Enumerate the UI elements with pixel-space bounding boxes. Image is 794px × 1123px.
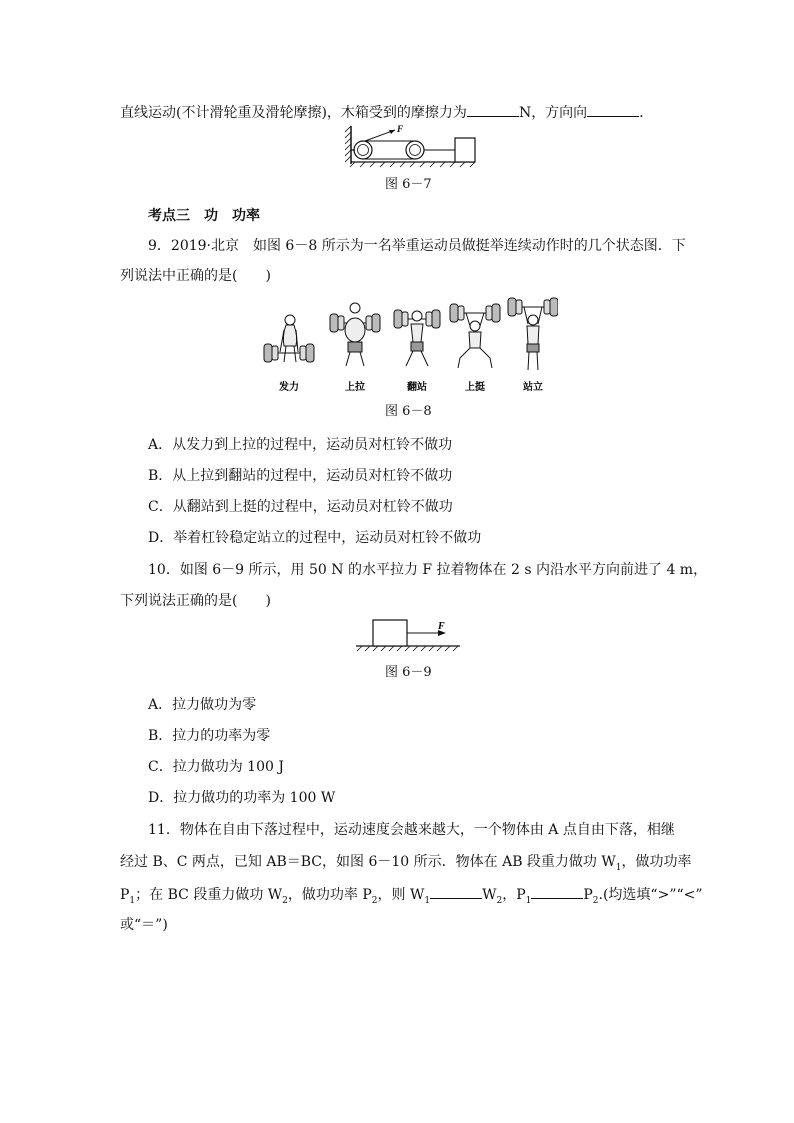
q9-option-a[interactable]: A．从发力到上拉的过程中，运动员对杠铃不做功 — [148, 437, 453, 453]
q11-p2-subscript: 2 — [371, 895, 378, 906]
q11-line-2-text: 经过 B、C 两点，已知 AB＝BC，如图 6－10 所示．物体在 AB 段重力做功 W — [120, 854, 616, 870]
q11-w1-subscript-2: 1 — [424, 895, 431, 906]
q8-text-middle: N，方向向 — [518, 105, 588, 121]
q11-line-3-text-1: ；在 BC 段重力做功 W — [135, 887, 283, 903]
stage-label-fali: 发力 — [279, 382, 299, 393]
pulley-force-label: F — [397, 124, 404, 134]
q10-option-a[interactable]: A．拉力做功为零 — [148, 697, 257, 713]
weightlifter-figure — [258, 296, 558, 398]
q11-p-symbol: P — [120, 887, 130, 903]
q11-p-symbol-2: P — [583, 887, 593, 903]
box-force-figure — [356, 618, 462, 658]
q10-option-c[interactable]: C．拉力做功为 100 J — [148, 759, 284, 775]
q11-w2-subscript-2: 2 — [496, 895, 503, 906]
q10-option-b[interactable]: B．拉力的功率为零 — [148, 728, 271, 744]
pulley-figure — [345, 124, 480, 170]
section-title: 考点三 功 功率 — [148, 208, 260, 224]
q9-line-1: 9．2019·北京 如图 6－8 所示为一名举重运动员做挺举连续动作时的几个状态图．下 — [148, 238, 686, 254]
q9-option-c[interactable]: C．从翻站到上挺的过程中，运动员对杠铃不做功 — [148, 499, 453, 515]
q11-p2-subscript-2: 2 — [592, 895, 599, 906]
q8-answer-blank-1[interactable] — [467, 102, 519, 117]
q11-line-4: 或“＝”) — [120, 917, 168, 933]
q10-line-1: 10．如图 6－9 所示，用 50 N 的水平拉力 F 拉着物体在 2 s 内沿水平方向前进了 4 m， — [148, 562, 708, 578]
q9-option-b[interactable]: B．从上拉到翻站的过程中，运动员对杠铃不做功 — [148, 468, 453, 484]
figure-6-9-caption: 图 6－9 — [385, 665, 432, 680]
q11-line-3-text-3: ，则 W — [377, 887, 425, 903]
q10-option-d[interactable]: D．拉力做功的功率为 100 W — [148, 790, 336, 806]
q9-line-2: 列说法中正确的是( ) — [120, 268, 271, 284]
lifter-stage-1 — [264, 315, 314, 362]
q11-line-2-end: ，做功功率 — [621, 854, 692, 870]
q11-answer-blank-2[interactable] — [531, 884, 583, 899]
q11-line-3-text-5: .(均选填“>”“<” — [598, 887, 703, 903]
stage-label-shangla: 上拉 — [345, 382, 365, 393]
stage-label-shangting: 上挺 — [465, 382, 485, 393]
q11-line-1: 11．物体在自由下落过程中，运动速度会越来越大，一个物体由 A 点自由下落，相继 — [148, 822, 675, 838]
q8-text-before: 直线运动(不计滑轮重及滑轮摩擦)，木箱受到的摩擦力为 — [120, 105, 467, 121]
q8-text-end: ． — [639, 105, 654, 121]
q11-line-3 — [120, 884, 703, 905]
lifter-stage-5 — [508, 298, 558, 370]
lifter-stage-2 — [330, 303, 380, 366]
q11-answer-blank-1[interactable] — [430, 884, 482, 899]
lifter-stage-4 — [450, 304, 500, 368]
q11-w-symbol: W — [482, 887, 497, 903]
figure-6-7-caption: 图 6－7 — [385, 177, 432, 192]
q11-p1-subscript-2: 1 — [525, 895, 532, 906]
stage-label-fanzhan: 翻站 — [407, 382, 427, 393]
stage-label-zhanli: 站立 — [523, 382, 543, 393]
q8-answer-blank-2[interactable] — [587, 102, 639, 117]
lifter-stage-3 — [394, 310, 440, 366]
q9-option-d[interactable]: D．举着杠铃稳定站立的过程中，运动员对杠铃不做功 — [148, 530, 482, 546]
q11-w2-subscript: 2 — [282, 895, 288, 906]
q11-w1-subscript: 1 — [615, 862, 622, 873]
figure-6-8-caption: 图 6－8 — [385, 404, 432, 419]
q11-p1-subscript: 1 — [129, 895, 136, 906]
q10-line-2: 下列说法正确的是( ) — [120, 593, 271, 609]
q11-line-2 — [120, 852, 692, 872]
q8-text-line — [120, 102, 653, 123]
q11-line-3-text-4: ，P — [502, 887, 526, 903]
box-force-label: F — [438, 621, 445, 632]
q11-line-3-text-2: ，做功功率 P — [287, 887, 372, 903]
